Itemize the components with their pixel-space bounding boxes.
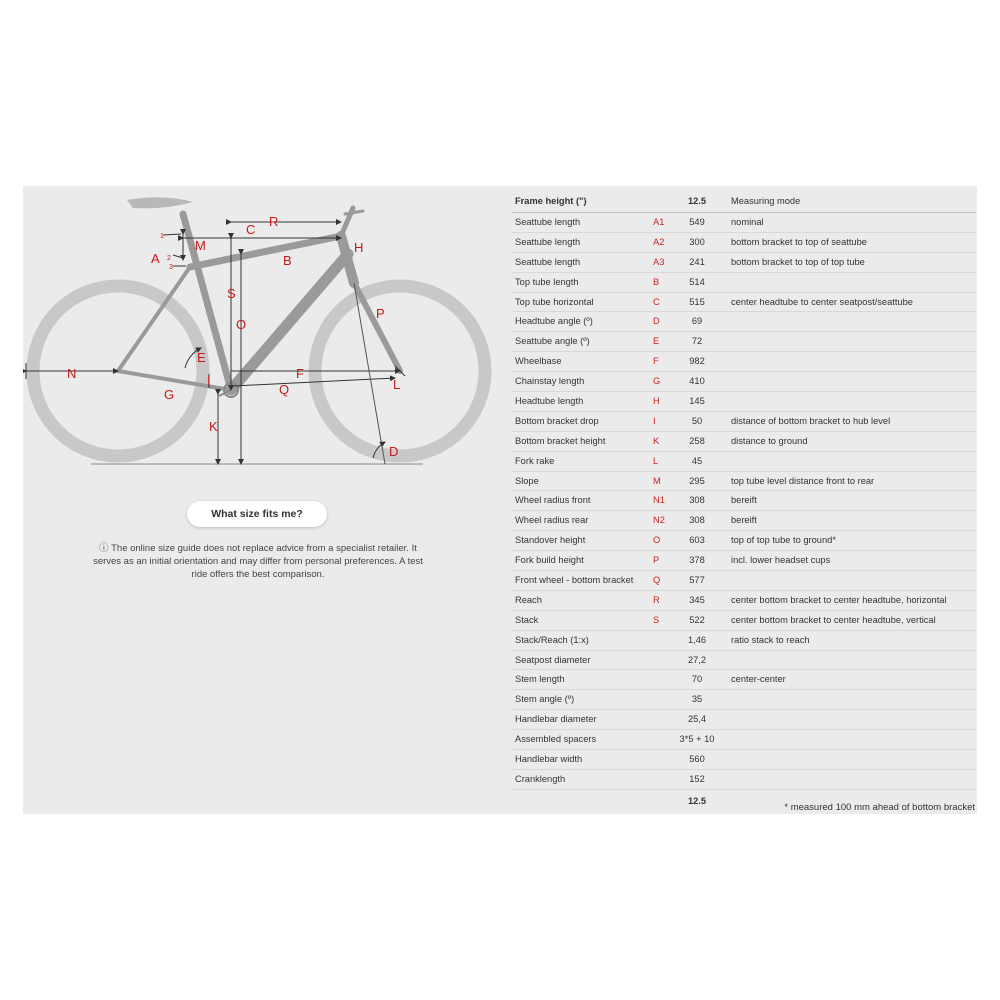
- table-row: [512, 770, 976, 790]
- row-value: 258: [689, 435, 705, 446]
- row-desc: distance to ground: [731, 435, 808, 446]
- row-value: 241: [689, 256, 705, 267]
- row-value: 1,46: [687, 634, 707, 645]
- row-code: C: [653, 296, 660, 307]
- row-value: 69: [691, 316, 703, 327]
- row-label: Seattube length: [515, 236, 581, 247]
- row-label: Wheelbase: [515, 356, 562, 367]
- row-label: Seattube length: [515, 217, 581, 227]
- row-label: Chainstay length: [515, 376, 585, 387]
- table-row: [512, 312, 976, 332]
- label-P: P: [376, 306, 385, 321]
- label-H: H: [354, 240, 364, 255]
- table-row: [512, 710, 976, 730]
- row-value: 145: [689, 396, 705, 407]
- size-guide-disclaimer: [90, 542, 426, 581]
- row-value: 35: [691, 694, 703, 705]
- row-label: Standover height: [515, 535, 586, 546]
- label-Q: Q: [279, 382, 290, 397]
- table-row: [512, 531, 976, 551]
- table-row: [512, 591, 976, 611]
- table-row: [512, 412, 976, 432]
- row-value: 577: [689, 575, 705, 586]
- table-row: [512, 551, 976, 571]
- row-label: Wheel radius rear: [515, 515, 589, 526]
- label-D: D: [389, 444, 399, 459]
- row-label: Fork rake: [515, 455, 555, 466]
- disclaimer-text: The online size guide does not replace advice from a specialist retailer. It serves as an initial orientation and may differ from personal preferences. A test ride offers the best comparison.: [93, 543, 423, 580]
- table-row: [512, 750, 976, 770]
- label-B: B: [283, 253, 292, 268]
- row-value: 603: [689, 535, 705, 546]
- row-label: Stem length: [515, 674, 565, 685]
- row-desc: bereift: [731, 515, 757, 526]
- label-S: S: [227, 286, 236, 301]
- row-desc: bottom bracket to top of seattube: [731, 236, 867, 247]
- table-row: [512, 730, 976, 750]
- row-code: N2: [653, 515, 665, 526]
- row-code: I: [653, 415, 656, 426]
- row-label: Slope: [515, 475, 539, 486]
- row-label: Front wheel - bottom bracket: [515, 575, 634, 586]
- row-value: 308: [689, 515, 705, 526]
- row-value: 295: [689, 475, 705, 486]
- geometry-table: [512, 190, 976, 812]
- row-label: Seatpost diameter: [515, 654, 591, 665]
- footnote: * measured 100 mm ahead of bottom bracket: [784, 802, 975, 813]
- row-label: Stack: [515, 614, 539, 625]
- row-value: 50: [691, 415, 703, 426]
- row-label: Headtube length: [515, 396, 584, 407]
- row-desc: top tube level distance front to rear: [731, 475, 875, 486]
- bike-geometry-diagram: [23, 186, 503, 486]
- row-value: 70: [691, 674, 703, 685]
- table-row: [512, 452, 976, 472]
- label-I: I: [207, 373, 211, 388]
- table-row: [512, 253, 976, 273]
- row-label: Top tube length: [515, 276, 579, 287]
- row-desc: bereift: [731, 495, 757, 506]
- row-value: 3*5 + 10: [679, 734, 715, 745]
- row-code: L: [653, 455, 659, 466]
- row-value: 560: [689, 754, 705, 765]
- row-code: R: [653, 594, 660, 605]
- row-desc: distance of bottom bracket to hub level: [731, 415, 891, 426]
- row-desc: ratio stack to reach: [731, 634, 810, 645]
- table-row: [512, 273, 976, 293]
- table-row: [512, 213, 976, 233]
- row-value: 345: [689, 594, 705, 605]
- label-A2-number: 2: [167, 255, 171, 262]
- row-value: 378: [689, 555, 705, 566]
- table-row: [512, 670, 976, 690]
- label-K: K: [209, 419, 218, 434]
- row-label: Cranklength: [515, 773, 566, 784]
- table-row: [512, 571, 976, 591]
- row-value: 300: [689, 236, 705, 247]
- what-size-fits-me-button[interactable]: What size fits me?: [187, 501, 327, 527]
- row-desc: top of top tube to ground*: [731, 535, 836, 546]
- row-label: Handlebar diameter: [515, 714, 597, 725]
- table-row: [512, 233, 976, 253]
- row-code: A1: [653, 217, 665, 227]
- row-code: A3: [653, 256, 665, 267]
- row-code: P: [653, 555, 660, 566]
- row-value: 308: [689, 495, 705, 506]
- row-code: H: [653, 396, 660, 407]
- label-R: R: [269, 214, 279, 229]
- info-circle-icon: ⓘ: [99, 543, 112, 554]
- header-value: 12.5: [687, 196, 707, 206]
- table-row: [512, 293, 976, 313]
- row-desc: center-center: [731, 674, 786, 685]
- row-value: 45: [691, 455, 703, 466]
- row-desc: bottom bracket to top of top tube: [731, 256, 865, 267]
- row-label: Stem angle (º): [515, 694, 575, 705]
- row-value: 152: [689, 773, 705, 784]
- row-label: Handlebar width: [515, 754, 583, 765]
- label-A3-number: 3: [169, 264, 173, 271]
- row-code: D: [653, 316, 660, 327]
- table-row: [512, 432, 976, 452]
- table-row: [512, 631, 976, 651]
- row-label: Top tube horizontal: [515, 296, 594, 307]
- table-row: [512, 392, 976, 412]
- row-value: 982: [689, 356, 705, 367]
- row-value: 522: [689, 614, 705, 625]
- row-value: 515: [689, 296, 705, 307]
- row-label: Assembled spacers: [515, 734, 597, 745]
- row-label: Seattube angle (º): [515, 336, 590, 347]
- table-header-row: [512, 190, 976, 213]
- row-code: G: [653, 376, 661, 387]
- row-value: 25,4: [687, 714, 707, 725]
- table-row: [512, 511, 976, 531]
- row-code: S: [653, 614, 660, 625]
- row-code: N1: [653, 495, 665, 506]
- saddle: [127, 197, 193, 208]
- table-row: [512, 491, 976, 511]
- row-label: Bottom bracket height: [515, 435, 606, 446]
- row-desc: nominal: [731, 217, 764, 227]
- row-value: 514: [689, 276, 705, 287]
- row-value: 72: [691, 336, 703, 347]
- row-desc: incl. lower headset cups: [731, 555, 831, 566]
- row-desc: center bottom bracket to center headtube, vertical: [731, 614, 936, 625]
- row-code: F: [653, 356, 659, 367]
- row-code: K: [653, 435, 660, 446]
- row-code: O: [653, 535, 661, 546]
- table-row: [512, 472, 976, 492]
- row-label: Reach: [515, 594, 542, 605]
- label-G: G: [164, 387, 175, 402]
- table-row: [512, 372, 976, 392]
- label-M: M: [195, 238, 206, 253]
- row-desc: center bottom bracket to center headtube, horizontal: [731, 594, 947, 605]
- row-label: Seattube length: [515, 256, 581, 267]
- header-desc: Measuring mode: [731, 196, 801, 206]
- row-code: A2: [653, 236, 665, 247]
- row-code: B: [653, 276, 660, 287]
- label-C: C: [246, 222, 256, 237]
- label-N: N: [67, 366, 77, 381]
- row-value: 27,2: [687, 654, 707, 665]
- row-label: Fork build height: [515, 555, 584, 566]
- row-label: Bottom bracket drop: [515, 415, 599, 426]
- label-O: O: [236, 317, 247, 332]
- row-code: Q: [653, 575, 661, 586]
- row-label: Wheel radius front: [515, 495, 591, 506]
- table-row: [512, 611, 976, 631]
- row-desc: center headtube to center seatpost/seattube: [731, 296, 913, 307]
- label-A1-number: 1: [160, 233, 164, 240]
- label-L: L: [393, 377, 401, 392]
- table-row: [512, 651, 976, 671]
- table-row: [512, 332, 976, 352]
- row-label: Headtube angle (º): [515, 316, 593, 327]
- header-label: Frame height ("): [515, 196, 587, 206]
- row-value: 549: [689, 217, 705, 227]
- row-code: M: [653, 475, 661, 486]
- footer-value: 12.5: [687, 795, 707, 806]
- label-F: F: [296, 366, 304, 381]
- table-row: [512, 352, 976, 372]
- table-row: [512, 690, 976, 710]
- label-E: E: [197, 350, 206, 365]
- row-label: Stack/Reach (1:x): [515, 634, 589, 645]
- row-value: 410: [689, 376, 705, 387]
- row-code: E: [653, 336, 660, 347]
- label-A: A: [151, 251, 160, 266]
